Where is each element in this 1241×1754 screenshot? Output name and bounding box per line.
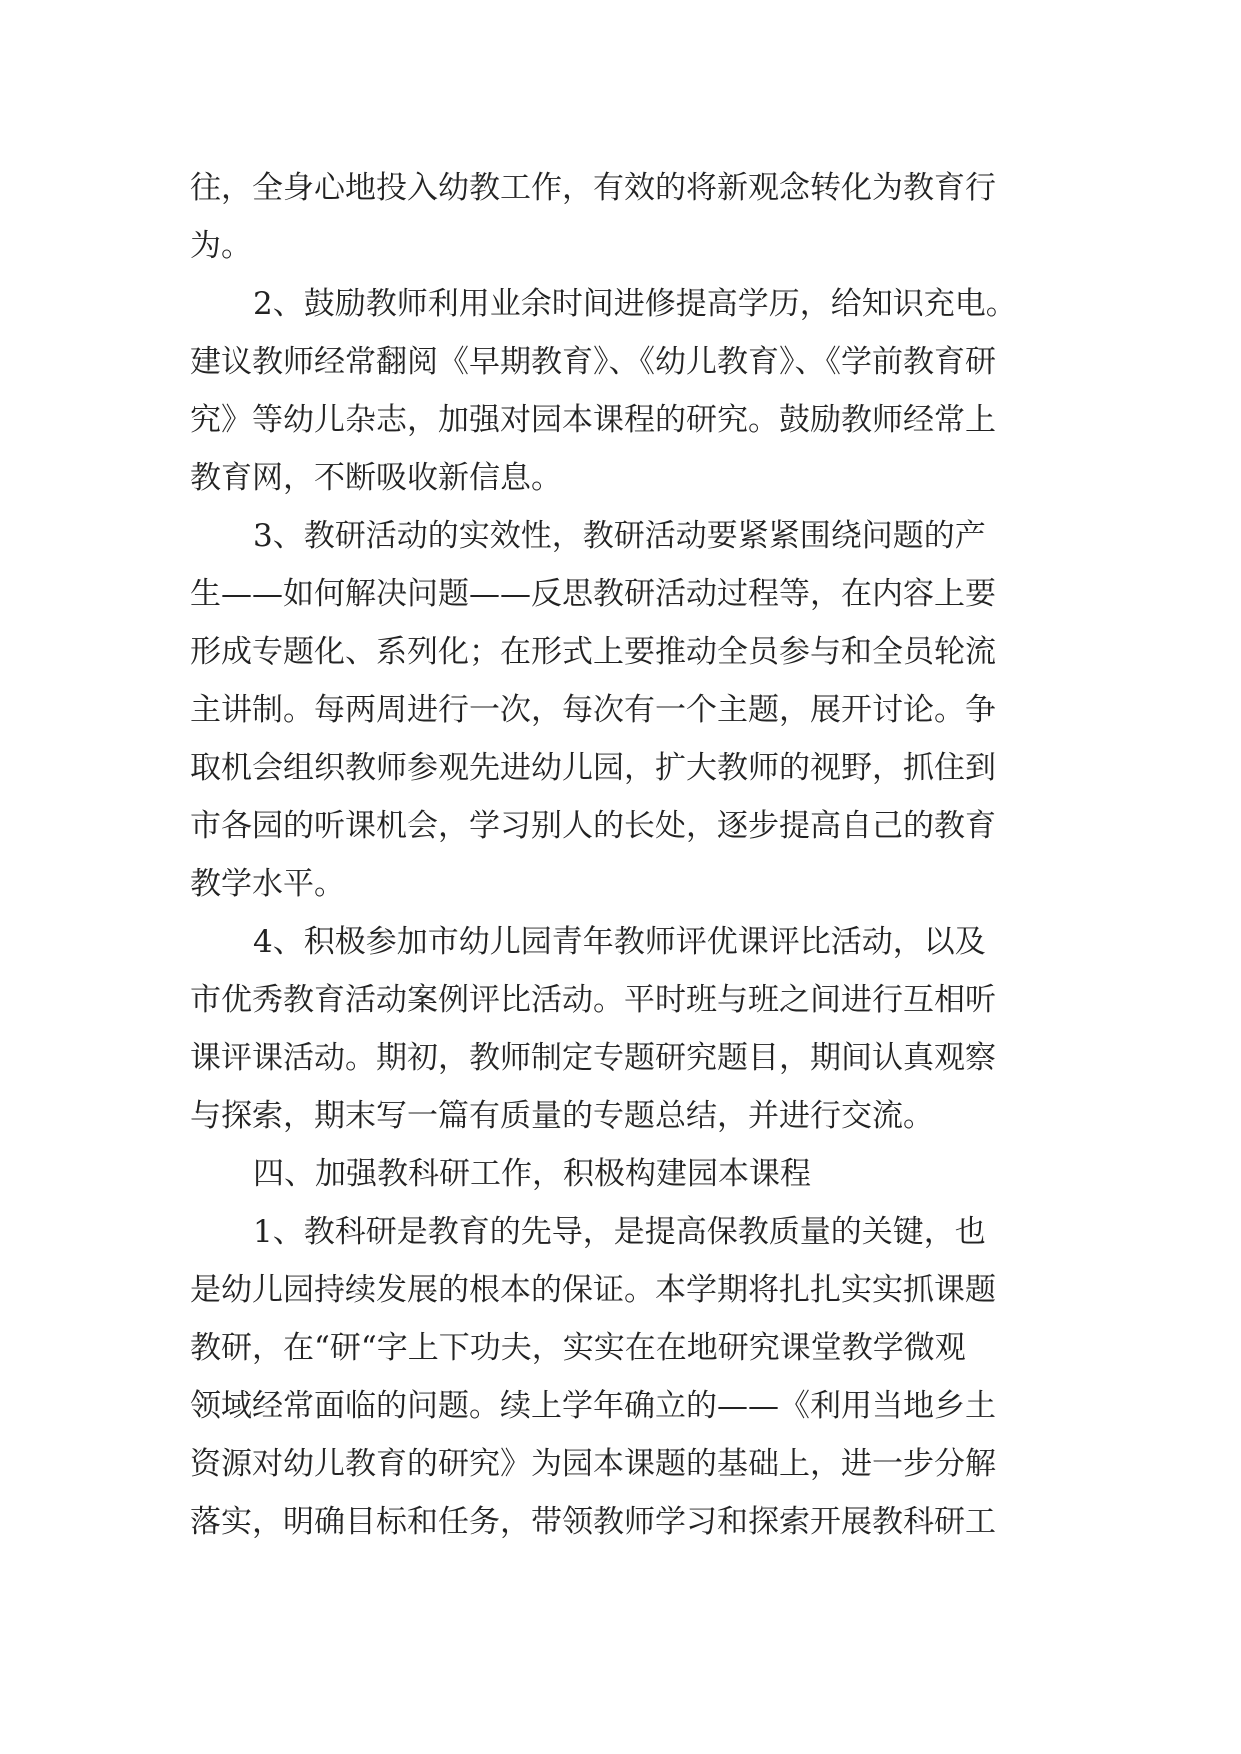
item-3-line-4: 主讲制。每两周进行一次，每次有一个主题，展开讨论。争: [190, 692, 996, 728]
item-3-line-6: 市各园的听课机会，学习别人的长处，逐步提高自己的教育: [190, 808, 996, 844]
item-4-line-4: 与探索，期末写一篇有质量的专题总结，并进行交流。: [190, 1098, 934, 1134]
item-4-line-2: 市优秀教育活动案例评比活动。平时班与班之间进行互相听: [190, 982, 996, 1018]
item-2-line-2: 建议教师经常翻阅《早期教育》、《幼儿教育》、《学前教育研: [190, 344, 996, 380]
section-heading: 四、加强教科研工作，积极构建园本课程: [253, 1156, 811, 1192]
continuation-line-1: 往，全身心地投入幼教工作，有效的将新观念转化为教育行: [190, 170, 996, 206]
item-2-line-3: 究》等幼儿杂志，加强对园本课程的研究。鼓励教师经常上: [190, 402, 996, 438]
item-3-line-5: 取机会组织教师参观先进幼儿园，扩大教师的视野，抓住到: [190, 750, 996, 786]
item-2-line-1: 2、鼓励教师利用业余时间进修提高学历，给知识充电。: [253, 286, 1017, 322]
item-4-line-1: 4、积极参加市幼儿园青年教师评优课评比活动，以及: [253, 924, 986, 960]
section4-item-1-line-4: 领域经常面临的问题。续上学年确立的——《利用当地乡土: [190, 1388, 996, 1424]
section4-item-1-line-6: 落实，明确目标和任务，带领教师学习和探索开展教科研工: [190, 1504, 996, 1540]
item-3-line-7: 教学水平。: [190, 866, 345, 902]
continuation-line-2: 为。: [190, 228, 252, 264]
item-3-line-3: 形成专题化、系列化；在形式上要推动全员参与和全员轮流: [190, 634, 996, 670]
item-2-line-4: 教育网，不断吸收新信息。: [190, 460, 562, 496]
item-3-line-2: 生——如何解决问题——反思教研活动过程等，在内容上要: [190, 576, 996, 612]
section4-item-1-line-1: 1、教科研是教育的先导，是提高保教质量的关键，也: [253, 1214, 986, 1250]
item-3-line-1: 3、教研活动的实效性，教研活动要紧紧围绕问题的产: [253, 518, 986, 554]
item-4-line-3: 课评课活动。期初，教师制定专题研究题目，期间认真观察: [190, 1040, 996, 1076]
section4-item-1-line-3: 教研，在“研“字上下功夫，实实在在地研究课堂教学微观: [190, 1330, 966, 1366]
section4-item-1-line-5: 资源对幼儿教育的研究》为园本课题的基础上，进一步分解: [190, 1446, 996, 1482]
section4-item-1-line-2: 是幼儿园持续发展的根本的保证。本学期将扎扎实实抓课题: [190, 1272, 996, 1308]
